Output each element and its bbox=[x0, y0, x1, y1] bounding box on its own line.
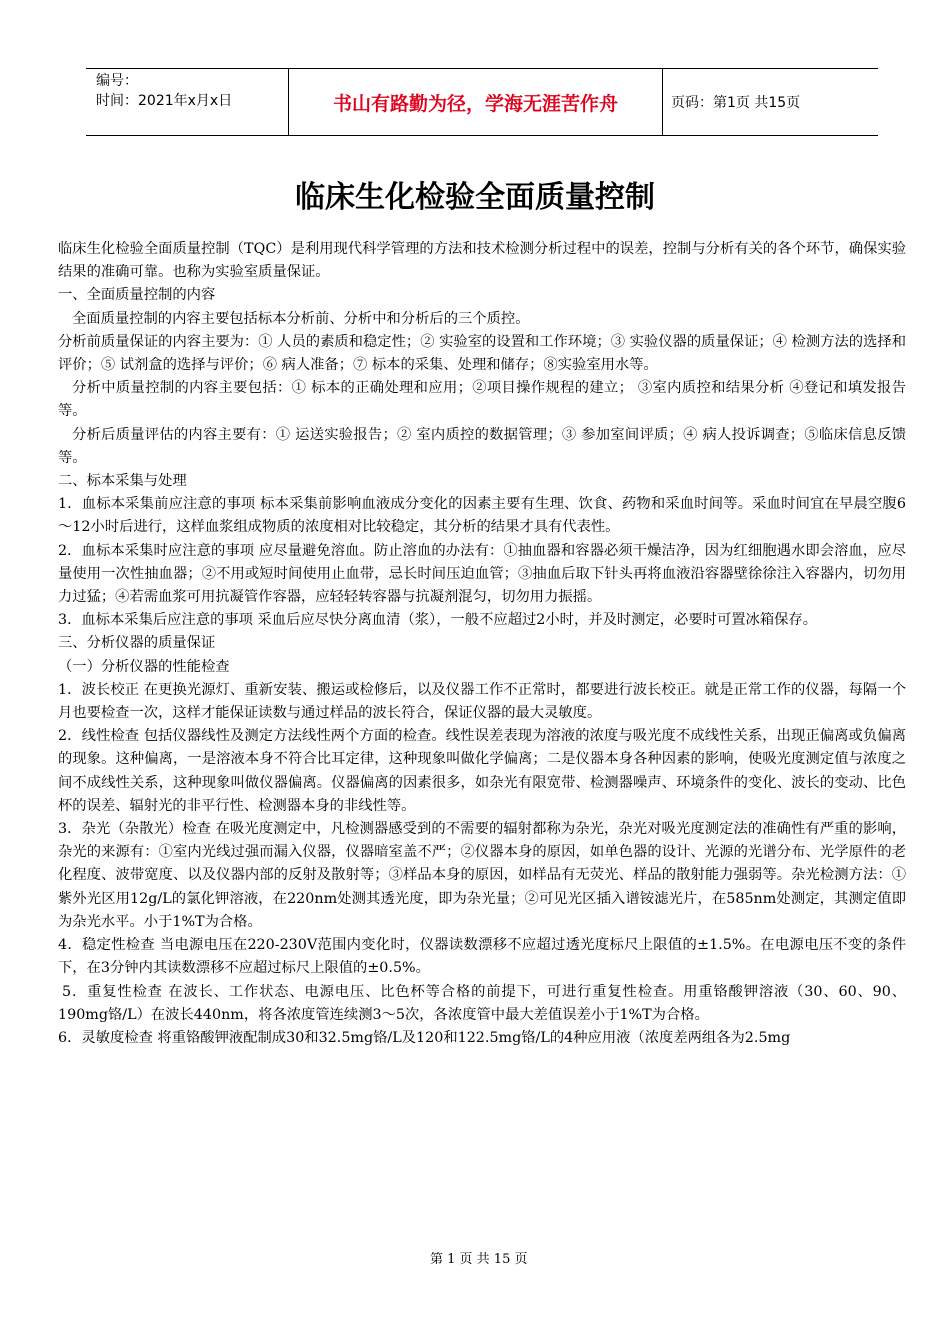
paragraph: 1．血标本采集前应注意的事项 标本采集前影响血液成分变化的因素主要有生理、饮食、药物和采血时间等。采血时间宜在早晨空腹6～12小时后进行，这样血浆组成物质的浓度相对比较稳定，其分析的结果才具有代表性。 bbox=[58, 496, 906, 536]
paragraph: 6．灵敏度检查 将重铬酸钾液配制成30和32.5mg铬/L及120和122.5mg铬/L的4种应用液（浓度差两组各为2.5mg bbox=[58, 1029, 791, 1046]
serial-number: 编号： bbox=[96, 73, 138, 89]
paragraph: 2．线性检查 包括仪器线性及测定方法线性两个方面的检查。线性误差表现为溶液的浓度与吸光度不成线性关系，出现正偏离或负偏离的现象。这种偏离，一是溶液本身不符合比耳定律，这种现象叫做化学偏离；二是仪器本身各种因素的影响，使吸光度测定值与浓度之间不成线性关系，这种现象叫做仪器偏离。仪器偏离的因素很多，如杂光有限宽带、检测器噪声、环境条件的变化、波长的变动、比色杯的误差、辐射光的非平行性、检测器本身的非线性等。 bbox=[58, 728, 906, 814]
paragraph: 分析前质量保证的内容主要为：① 人员的素质和稳定性；② 实验室的设置和工作环境；③ 实验仪器的质量保证；④ 检测方法的选择和评价；⑤ 试剂盒的选择与评价；⑥ 病人准备；⑦ 标本的采集、处理和储存；⑧实验室用水等。 bbox=[58, 333, 906, 374]
date-time: 时间：2021年x月x日 bbox=[96, 93, 233, 109]
paragraph: 4．稳定性检查 当电源电压在220-230V范围内变化时，仪器读数漂移不应超过透光度标尺上限值的±1.5%。在电源电压不变的条件下，在3分钟内其读数漂移不应超过标尺上限值的±0.5%。 bbox=[58, 937, 906, 977]
paragraph: 全面质量控制的内容主要包括标本分析前、分析中和分析后的三个质控。 bbox=[72, 310, 530, 327]
paragraph: 分析中质量控制的内容主要包括：① 标本的正确处理和应用；②项目操作规程的建立； ③室内质控和结果分析 ④登记和填发报告等。 bbox=[58, 380, 906, 420]
header-left-cell bbox=[86, 69, 288, 135]
paragraph: 5．重复性检查 在波长、工作状态、电源电压、比色杯等合格的前提下，可进行重复性检查。用重铬酸钾溶液（30、60、90、190mg铬/L）在波长440nm，将各浓度管连续测3～5次，各浓度管中最大差值误差小于1%T为合格。 bbox=[58, 983, 906, 1023]
page-info: 页码：第1页 共15页 bbox=[671, 95, 801, 111]
section-heading-1: 一、全面质量控制的内容 bbox=[58, 287, 216, 304]
intro-paragraph: 临床生化检验全面质量控制（TQC）是利用现代科学管理的方法和技术检测分析过程中的误差，控制与分析有关的各个环节，确保实验结果的准确可靠。也称为实验室质量保证。 bbox=[58, 241, 906, 281]
paragraph: 3．血标本采集后应注意的事项 采血后应尽快分离血清（浆），一般不应超过2小时，并及时测定，必要时可置冰箱保存。 bbox=[58, 612, 818, 629]
section-heading-3: 三、分析仪器的质量保证 bbox=[58, 635, 216, 652]
section-heading-2: 二、标本采集与处理 bbox=[58, 473, 187, 490]
document-title: 临床生化检验全面质量控制 bbox=[295, 180, 655, 215]
header-table bbox=[86, 68, 878, 136]
document-body bbox=[58, 238, 906, 1050]
subsection-heading: （一）分析仪器的性能检查 bbox=[58, 658, 230, 675]
paragraph: 1．波长校正 在更换光源灯、重新安装、搬运或检修后，以及仪器工作不正常时，都要进行波长校正。就是正常工作的仪器，每隔一个月也要检查一次，这样才能保证读数与通过样品的波长符合，保证仪器的最大灵敏度。 bbox=[58, 681, 906, 722]
paragraph: 2．血标本采集时应注意的事项 应尽量避免溶血。防止溶血的办法有：①抽血器和容器必须干燥洁净，因为红细胞遇水即会溶血，应尽量使用一次性抽血器；②不用或短时间使用止血带，忌长时间压迫血管；③抽血后取下针头再将血液沿容器壁徐徐注入容器内，切勿用力过猛；④若需血浆可用抗凝管作容器，应轻轻转容器与抗凝剂混匀，切勿用力振摇。 bbox=[58, 542, 906, 606]
paragraph: 3．杂光（杂散光）检查 在吸光度测定中，凡检测器感受到的不需要的辐射都称为杂光，杂光对吸光度测定法的准确性有严重的影响，杂光的来源有：①室内光线过强而漏入仪器，仪器暗室盖不严；②仪器本身的原因，如单色器的设计、光源的光谱分布、光学原件的老化程度、波带宽度、以及仪器内部的反射及散射等；③样品本身的原因，如样品有无荧光、样品的散射能力强弱等。杂光检测方法：①紫外光区用12g/L的氯化钾溶液，在220nm处测其透光度，即为杂光量；②可见光区插入谱铵滤光片，在585nm处测定，其测定值即为杂光水平。小于1%T为合格。 bbox=[58, 821, 906, 930]
paragraph: 分析后质量评估的内容主要有：① 运送实验报告；② 室内质控的数据管理；③ 参加室间评质；④ 病人投诉调查；⑤临床信息反馈等。 bbox=[58, 426, 906, 466]
page-footer: 第 1 页 共 15 页 bbox=[430, 1252, 528, 1267]
motto: 书山有路勤为径，学海无涯苦作舟 bbox=[288, 69, 663, 135]
